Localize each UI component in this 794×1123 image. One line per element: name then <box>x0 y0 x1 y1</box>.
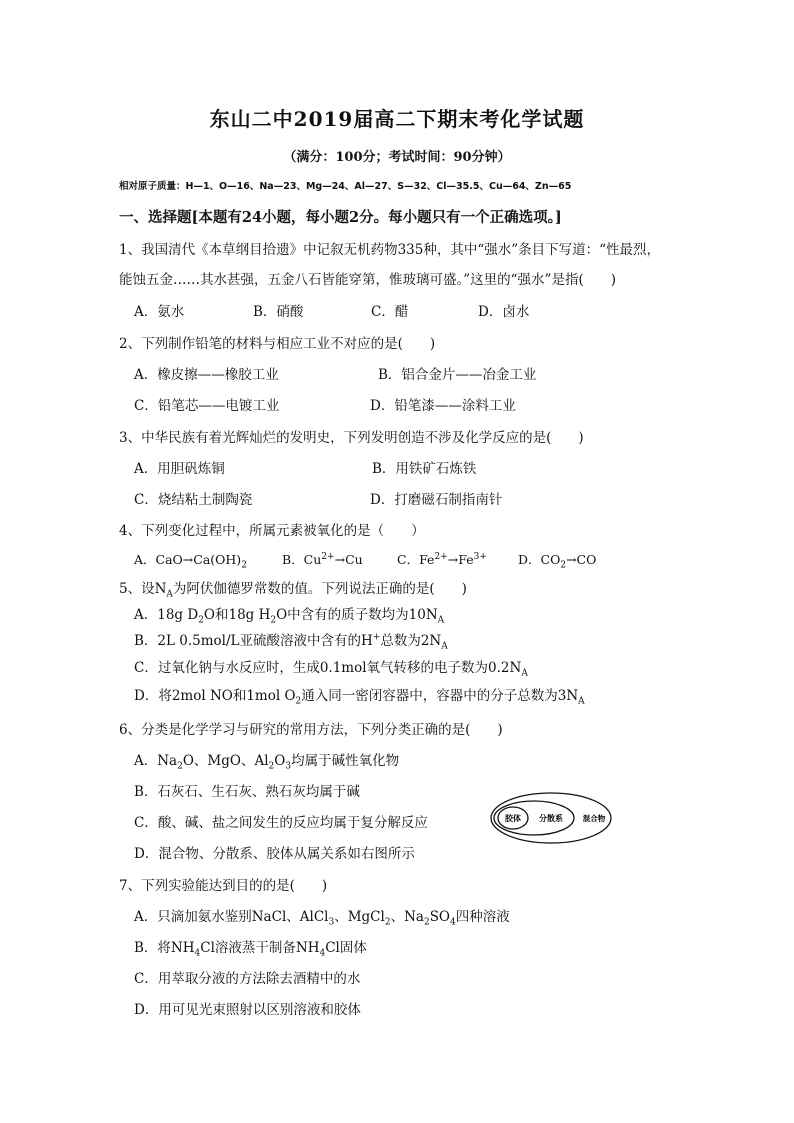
q6-stem: 6、分类是化学学习与研究的常用方法，下列分类正确的是( ) <box>119 722 503 738</box>
q5-option-c: C．过氧化钠与水反应时，生成0.1mol氧气转移的电子数为$0.2N_A$ <box>134 660 528 679</box>
q6-option-b: B．石灰石、生石灰、熟石灰均属于碱 <box>134 784 360 800</box>
q7-option-c: C．用萃取分液的方法除去酒精中的水 <box>134 971 361 987</box>
q2-option-c: C．铅笔芯——电镀工业 <box>134 398 280 414</box>
q6-option-c: C．酸、碱、盐之间发生的反应均属于复分解反应 <box>134 815 428 831</box>
q1-option-d: D．卤水 <box>478 304 530 320</box>
q2-stem: 2、下列制作铅笔的材料与相应工业不对应的是( ) <box>119 336 436 352</box>
label-colloid: 胶体 <box>505 814 521 823</box>
q3-option-d: D．打磨磁石制指南针 <box>370 492 503 508</box>
q3-stem: 3、中华民族有着光辉灿烂的发明史，下列发明创造不涉及化学反应的是( ) <box>119 430 584 446</box>
q6-option-a: A．$Na_2O$、MgO、$Al_2O_3$均属于碱性氧化物 <box>134 753 400 772</box>
q7-stem: 7、下列实验能达到目的的是( ) <box>119 878 328 894</box>
q1-stem-line1: 1、我国清代《本草纲目拾遗》中记叙无机药物335种，其中“强水”条目下写道：“性最烈， <box>119 242 661 258</box>
q3-option-c: C．烧结粘土制陶瓷 <box>134 492 253 508</box>
label-mixture: 混合物 <box>582 814 606 823</box>
q2-option-b: B．铝合金片——冶金工业 <box>378 367 537 383</box>
q4-option-a: A．$CaO\to Ca(OH)_2$ <box>134 552 247 571</box>
q4-option-b: B．$Cu^{2+}\to Cu$ <box>282 551 363 567</box>
q6-option-d: D．混合物、分散系、胶体从属关系如右图所示 <box>134 846 415 862</box>
q5-option-a: A．18g $D_2O$和18g $H_2O$中含有的质子数均为$10N_A$ <box>134 607 445 626</box>
q2-option-a: A．橡皮擦——橡胶工业 <box>134 367 279 383</box>
q7-option-a: A．只滴加氨水鉴别NaCl、AlCl$_3$、MgCl$_2$、$Na_2SO_4$四种溶液 <box>134 909 510 928</box>
classification-diagram <box>489 790 613 846</box>
q5-option-b: B．2L 0.5mol/L亚硫酸溶液中含有的H+总数为$2N_A$ <box>134 632 448 652</box>
q7-option-b: B．将$NH_4Cl$溶液蒸干制备$NH_4Cl$固体 <box>134 940 367 959</box>
q3-option-a: A．用胆矾炼铜 <box>134 461 225 477</box>
section-heading: 一、选择题[本题有24小题，每小题2分。每小题只有一个正确选项。] <box>119 209 562 226</box>
q1-option-b: B．硝酸 <box>253 304 304 320</box>
q2-option-d: D．铅笔漆——涂料工业 <box>370 398 516 414</box>
exam-title: 东山二中2019届高二下期末考化学试题 <box>209 107 585 131</box>
q4-option-d: D．$CO_2\to CO$ <box>518 552 597 571</box>
q5-stem: 5、设$N_A$为阿伏伽德罗常数的值。下列说法正确的是( ) <box>119 581 467 600</box>
q3-option-b: B．用铁矿石炼铁 <box>372 461 477 477</box>
label-dispersion: 分散系 <box>539 814 563 823</box>
atomic-masses: 相对原子质量：H—1、O—16、Na—23、Mg—24、Al—27、S—32、Cl—35.5、Cu—64、Zn—65 <box>119 181 572 192</box>
exam-subtitle: （满分：100分；考试时间：90分钟） <box>283 150 511 165</box>
q1-option-a: A．氨水 <box>134 304 185 320</box>
q4-option-c: C．$Fe^{2+}\to Fe^{3+}$ <box>397 551 487 567</box>
q7-option-d: D．用可见光束照射以区别溶液和胶体 <box>134 1002 361 1018</box>
q4-stem: 4、下列变化过程中，所属元素被氧化的是（ ） <box>119 523 425 539</box>
q1-stem-line2: 能蚀五金……其水甚强，五金八石皆能穿第，惟玻璃可盛。”这里的“强水”是指( ) <box>119 272 616 288</box>
q1-option-c: C．醋 <box>371 304 409 320</box>
q5-option-d: D．将2mol NO和1mol $O_2$通入同一密闭容器中，容器中的分子总数为$3N_A$ <box>134 688 585 707</box>
